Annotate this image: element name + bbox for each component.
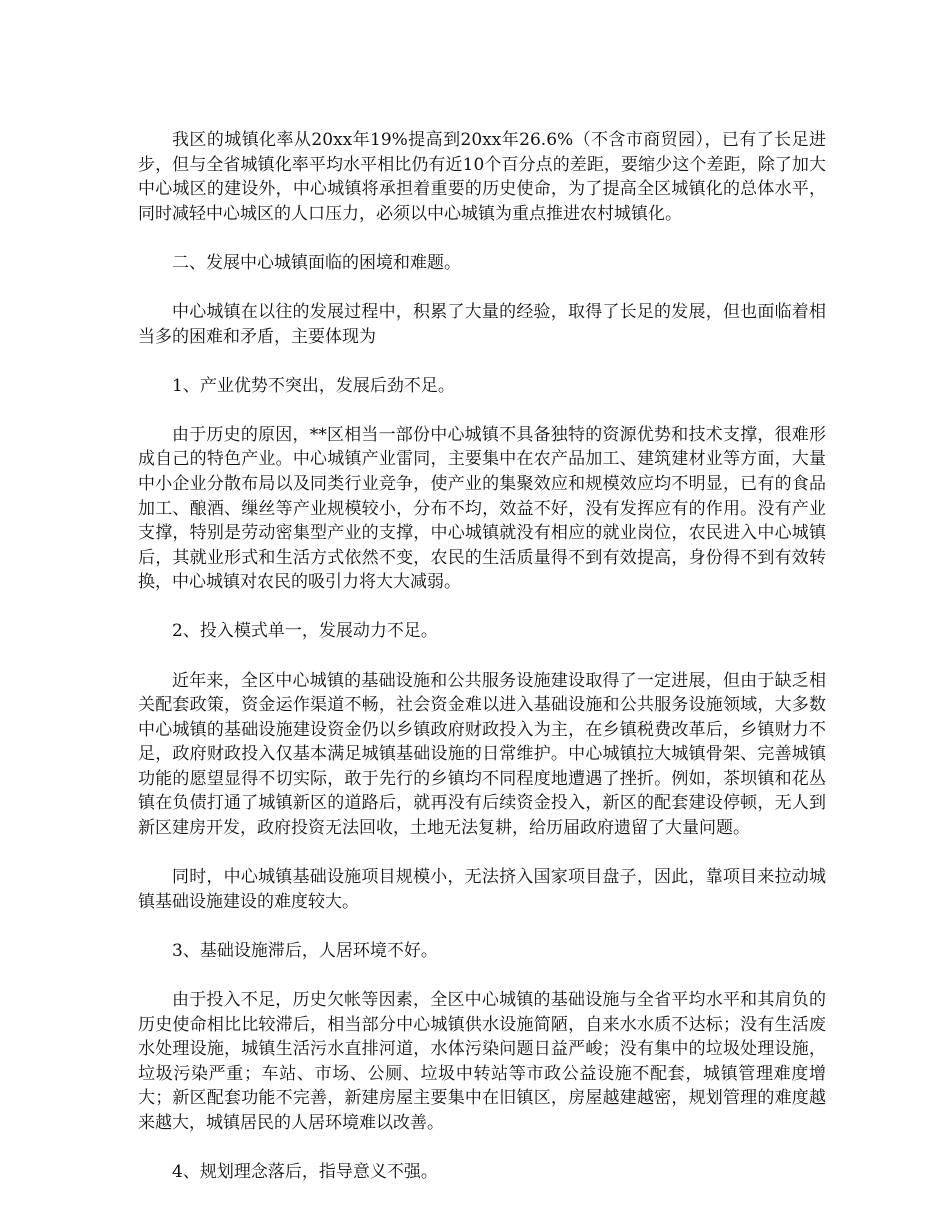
paragraph-urbanization-rate: 我区的城镇化率从20xx年19%提高到20xx年26.6%（不含市商贸园），已有了长足进步，但与全省城镇化率平均水平相比仍有近10个百分点的差距，要缩少这个差距，除了加大中心城区的建设外，中心城镇将承担着重要的历史使命，为了提高全区城镇化的总体水平，同时减轻中心城区的人口压力，必须以中心城镇为重点推进农村城镇化。 [138,130,826,224]
paragraph-infrastructure: 由于投入不足，历史欠帐等因素，全区中心城镇的基础设施与全省平均水平和其肩负的历史使命相比比较滞后，相当部分中心城镇供水设施简陋，自来水水质不达标；没有生活废水处理设施，城镇生活污水直排河道，水体污染问题日益严峻；没有集中的垃圾处理设施，垃圾污染严重；车站、市场、公厕、垃圾中转站等市政公益设施不配套，城镇管理难度增大；新区配套功能不完善，新建房屋主要集中在旧镇区，房屋越建越密，规划管理的难度越来越大，城镇居民的人居环境难以改善。 [138,989,826,1133]
subheading-planning: 4、规划理念落后，指导意义不强。 [172,1162,438,1182]
paragraph-industry: 由于历史的原因，**区相当一部份中心城镇不具备独特的资源优势和技术支撑，很难形成自己的特色产业。中心城镇产业雷同，主要集中在农产品加工、建筑建材业等方面，大量中小企业分散布局以及同类行业竞争，使产业的集聚效应和规模效应均不明显，已有的食品加工、酿酒、缫丝等产业规模较小，分布不均，效益不好，没有发挥应有的作用。没有产业支撑，特别是劳动密集型产业的支撑，中心城镇就没有相应的就业岗位，农民进入中心城镇后，其就业形式和生活方式依然不变，农民的生活质量得不到有效提高，身份得不到有效转换，中心城镇对农民的吸引力将大大减弱。 [138,424,826,593]
paragraph-investment: 近年来，全区中心城镇的基础设施和公共服务设施建设取得了一定进展，但由于缺乏相关配套政策，资金运作渠道不畅，社会资金难以进入基础设施和公共服务设施领域，大多数中心城镇的基础设施建设资金仍以乡镇政府财政投入为主，在乡镇税费改革后，乡镇财力不足，政府财政投入仅基本满足城镇基础设施的日常维护。中心城镇拉大城镇骨架、完善城镇功能的愿望显得不切实际，敢于先行的乡镇均不同程度地遭遇了挫折。例如，茶坝镇和花丛镇在负债打通了城镇新区的道路后，就再没有后续资金投入，新区的配套建设停顿，无人到新区建房开发，政府投资无法回收，土地无法复耕，给历届政府遗留了大量问题。 [138,670,826,839]
subheading-infrastructure: 3、基础设施滞后，人居环境不好。 [172,940,438,961]
paragraph-project-scale: 同时，中心城镇基础设施项目规模小，无法挤入国家项目盘子，因此，靠项目来拉动城镇基础设施建设的难度较大。 [138,867,826,912]
subheading-industry: 1、产业优势不突出，发展后劲不足。 [172,375,455,396]
subheading-investment: 2、投入模式单一，发展动力不足。 [172,621,438,642]
section-heading-difficulties: 二、发展中心城镇面临的困境和难题。 [172,252,461,273]
document-body [138,128,826,1185]
paragraph-difficulties-intro: 中心城镇在以往的发展过程中，积累了大量的经验，取得了长足的发展，但也面临着相当多的困难和矛盾，主要体现为 [138,301,826,347]
